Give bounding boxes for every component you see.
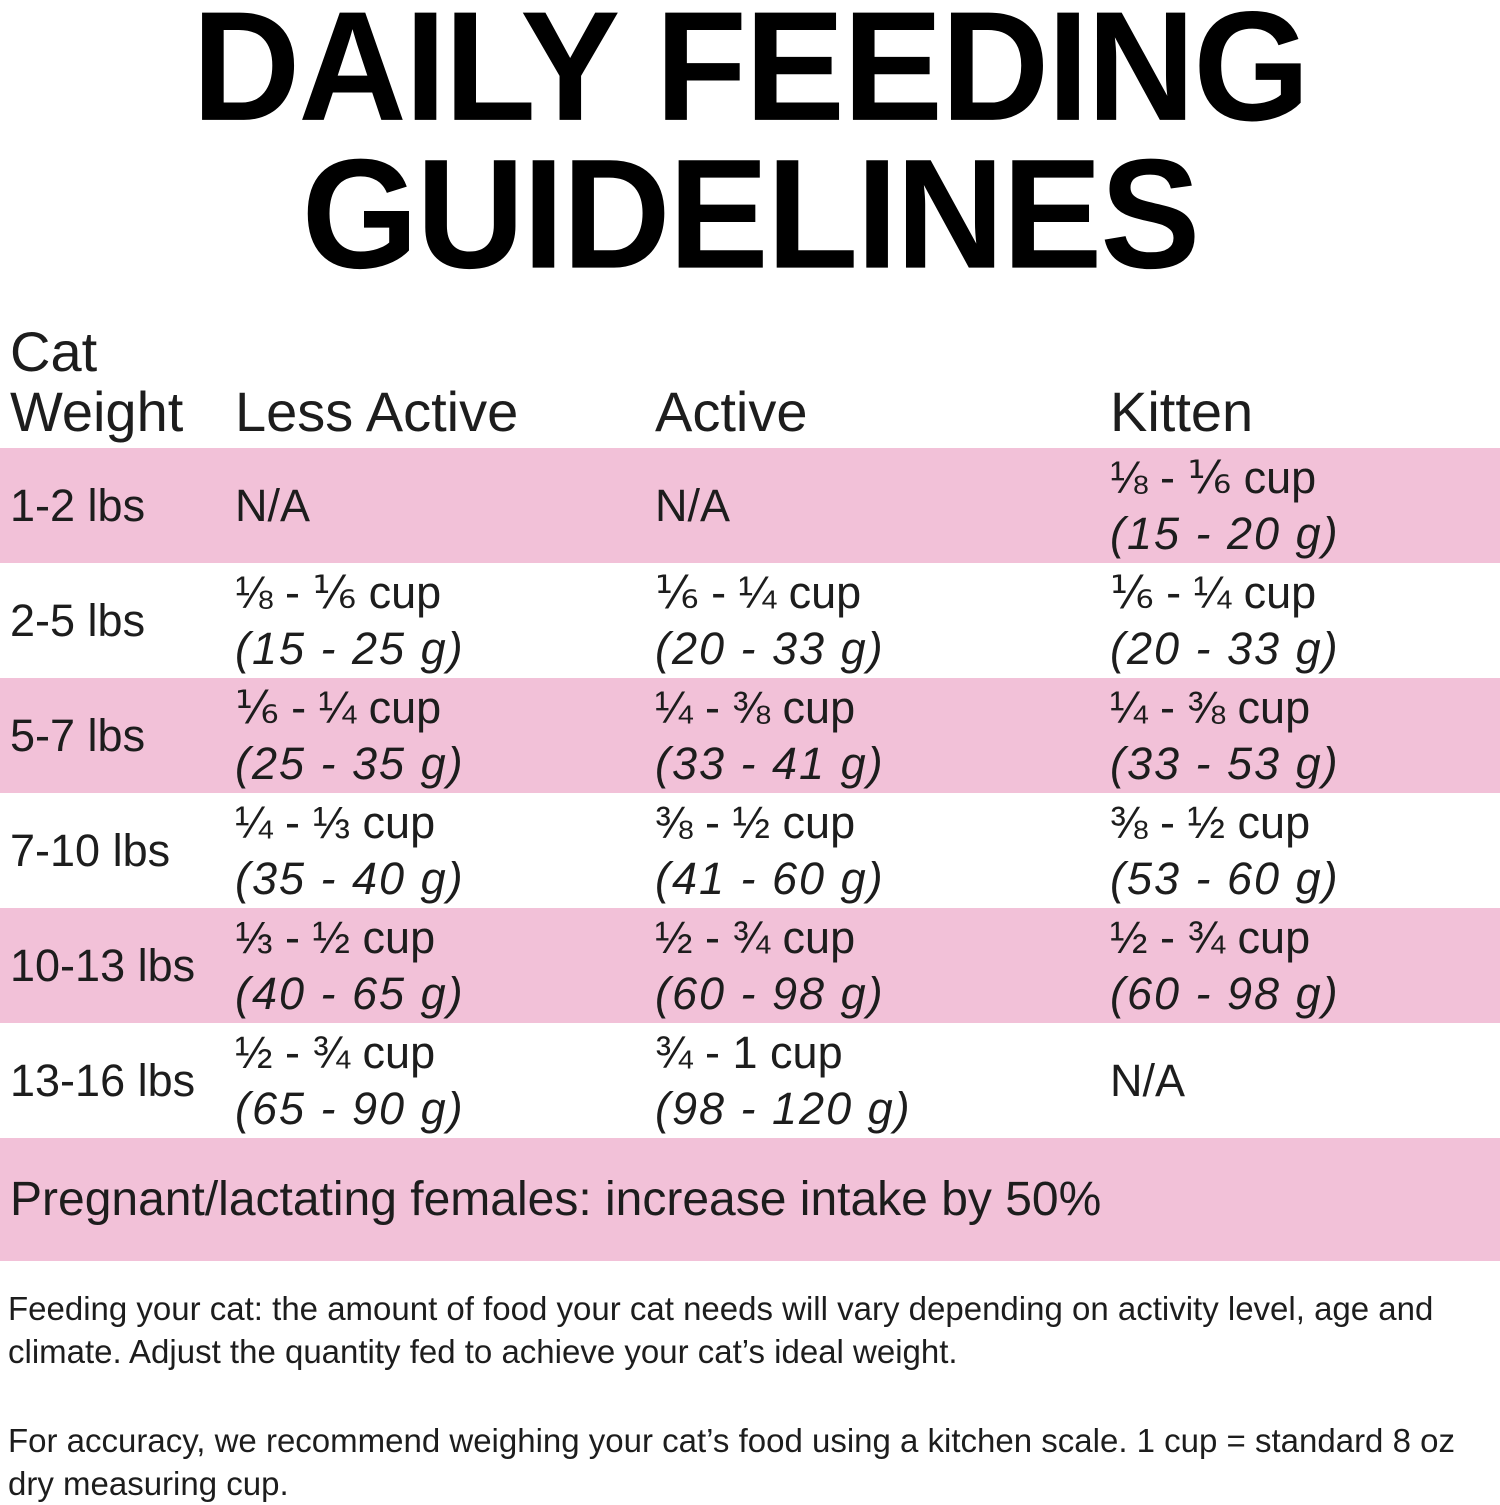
page-title bbox=[0, 0, 1500, 301]
footnote-feeding: Feeding your cat: the amount of food your cat needs will vary depending on activity level, age and climate. Adjust the quantity fed to achieve your cat’s ideal weight. bbox=[8, 1290, 1434, 1370]
cup-amount: ¾ - 1 cup bbox=[655, 1026, 843, 1078]
gram-amount: (33 - 53 g) bbox=[1110, 737, 1340, 789]
cup-amount: ¼ - ⅓ cup bbox=[235, 796, 436, 848]
cell-active bbox=[655, 1025, 1110, 1137]
cup-amount: ½ - ¾ cup bbox=[235, 1026, 436, 1078]
cell-weight: 1-2 lbs bbox=[10, 479, 146, 531]
page-title-line1: DAILY FEEDING bbox=[192, 0, 1308, 154]
header-cat-weight bbox=[10, 322, 235, 448]
gram-amount: (41 - 60 g) bbox=[655, 852, 885, 904]
gram-amount: (20 - 33 g) bbox=[1110, 622, 1340, 674]
header-cat-weight-line1: Cat bbox=[10, 320, 98, 383]
gram-amount: (15 - 20 g) bbox=[1110, 507, 1340, 559]
cup-amount: ⅛ - ⅙ cup bbox=[235, 566, 442, 618]
cell-weight: 5-7 lbs bbox=[10, 709, 146, 761]
header-less-active: Less Active bbox=[235, 380, 519, 443]
cup-amount: ⅙ - ¼ cup bbox=[235, 681, 442, 733]
table-row bbox=[0, 793, 1500, 908]
cell-kitten bbox=[1110, 450, 1500, 562]
gram-amount: (25 - 35 g) bbox=[235, 737, 465, 789]
cell-weight: 13-16 lbs bbox=[10, 1054, 196, 1106]
gram-amount: (35 - 40 g) bbox=[235, 852, 465, 904]
cup-amount: N/A bbox=[235, 479, 311, 531]
table-row bbox=[0, 1023, 1500, 1138]
cell-kitten bbox=[1110, 680, 1500, 792]
gram-amount: (60 - 98 g) bbox=[655, 967, 885, 1019]
cell-weight: 7-10 lbs bbox=[10, 824, 171, 876]
cell-active bbox=[655, 680, 1110, 792]
cup-amount: N/A bbox=[655, 479, 731, 531]
gram-amount: (33 - 41 g) bbox=[655, 737, 885, 789]
banner-text: Pregnant/lactating females: increase intake by 50% bbox=[10, 1173, 1102, 1226]
gram-amount: (15 - 25 g) bbox=[235, 622, 465, 674]
cup-amount: ⅙ - ¼ cup bbox=[655, 566, 862, 618]
header-active: Active bbox=[655, 380, 808, 443]
cell-less-active bbox=[235, 478, 655, 534]
cell-kitten bbox=[1110, 1053, 1500, 1109]
cell-active bbox=[655, 565, 1110, 677]
table-row bbox=[0, 448, 1500, 563]
cell-kitten bbox=[1110, 795, 1500, 907]
cup-amount: ⅛ - ⅙ cup bbox=[1110, 451, 1317, 503]
cup-amount: ½ - ¾ cup bbox=[655, 911, 856, 963]
cell-kitten bbox=[1110, 910, 1500, 1022]
cell-active bbox=[655, 910, 1110, 1022]
cell-active bbox=[655, 795, 1110, 907]
footnotes bbox=[0, 1261, 1500, 1505]
cup-amount: ⅓ - ½ cup bbox=[235, 911, 436, 963]
table-header-row bbox=[0, 322, 1500, 448]
gram-amount: (65 - 90 g) bbox=[235, 1082, 465, 1134]
cell-less-active bbox=[235, 565, 655, 677]
gram-amount: (60 - 98 g) bbox=[1110, 967, 1340, 1019]
cell-kitten bbox=[1110, 565, 1500, 677]
table-row bbox=[0, 678, 1500, 793]
cell-less-active bbox=[235, 1025, 655, 1137]
gram-amount: (20 - 33 g) bbox=[655, 622, 885, 674]
table-row bbox=[0, 563, 1500, 678]
cup-amount: N/A bbox=[1110, 1054, 1186, 1106]
table-row bbox=[0, 908, 1500, 1023]
cell-active bbox=[655, 478, 1110, 534]
cup-amount: ½ - ¾ cup bbox=[1110, 911, 1311, 963]
pregnant-lactating-banner bbox=[0, 1138, 1500, 1261]
cell-less-active bbox=[235, 795, 655, 907]
gram-amount: (53 - 60 g) bbox=[1110, 852, 1340, 904]
gram-amount: (40 - 65 g) bbox=[235, 967, 465, 1019]
cup-amount: ⅙ - ¼ cup bbox=[1110, 566, 1317, 618]
header-kitten: Kitten bbox=[1110, 380, 1254, 443]
cell-weight: 10-13 lbs bbox=[10, 939, 196, 991]
cell-less-active bbox=[235, 910, 655, 1022]
page-title-line2: GUIDELINES bbox=[301, 126, 1199, 301]
header-cat-weight-line2: Weight bbox=[10, 380, 184, 443]
cup-amount: ¼ - ⅜ cup bbox=[1110, 681, 1311, 733]
cup-amount: ⅜ - ½ cup bbox=[1110, 796, 1311, 848]
cell-less-active bbox=[235, 680, 655, 792]
gram-amount: (98 - 120 g) bbox=[655, 1082, 912, 1134]
footnote-accuracy: For accuracy, we recommend weighing your cat’s food using a kitchen scale. 1 cup = standard 8 oz dry measuring cup. bbox=[8, 1422, 1455, 1502]
cell-weight: 2-5 lbs bbox=[10, 594, 146, 646]
cup-amount: ¼ - ⅜ cup bbox=[655, 681, 856, 733]
cup-amount: ⅜ - ½ cup bbox=[655, 796, 856, 848]
